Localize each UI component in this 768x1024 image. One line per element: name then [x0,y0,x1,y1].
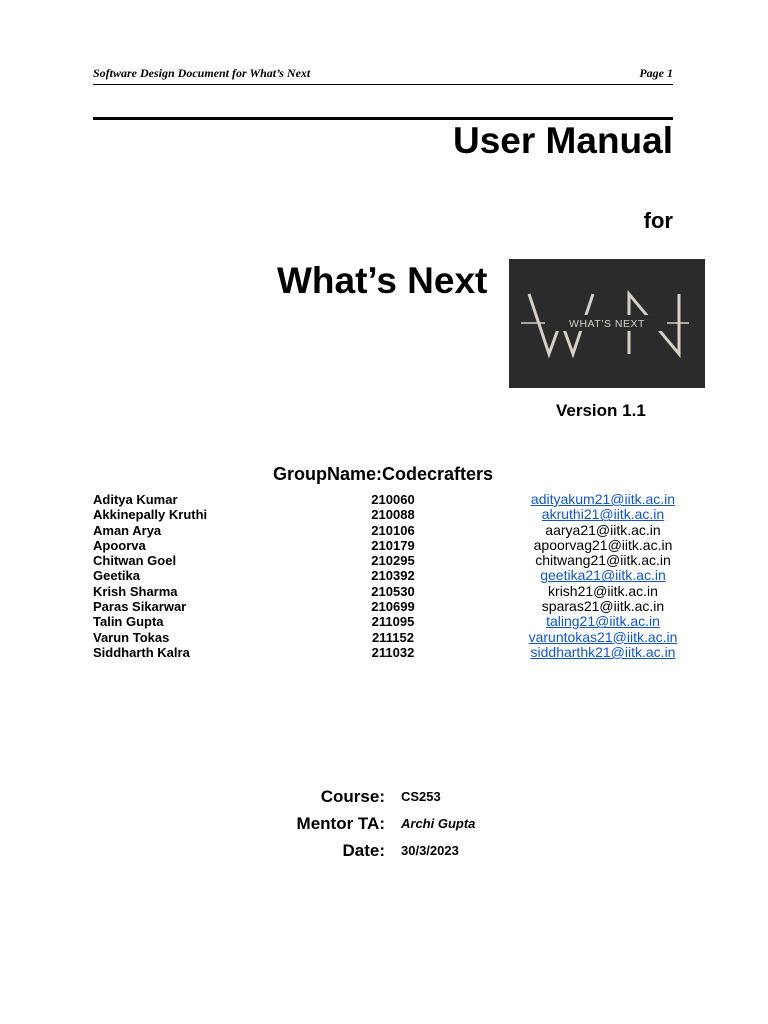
member-name: Talin Gupta [93,614,164,630]
table-row [93,584,693,599]
member-name: Paras Sikarwar [93,599,187,615]
member-email: krish21@iitk.ac.in [548,582,658,599]
member-roll: 210530 [371,583,415,599]
mentor-label: Mentor TA: [296,814,385,833]
member-email-link[interactable]: adityakum21@iitk.ac.in [530,491,676,507]
date-label: Date: [342,841,385,860]
page-title: User Manual [452,120,673,161]
table-row [93,538,693,553]
logo-text: WHAT’S NEXT [569,318,645,330]
member-email: aarya21@iitk.ac.in [545,521,661,538]
date-row [200,841,700,869]
table-row [93,645,693,660]
for-text: for [643,208,673,233]
table-row [93,568,693,583]
member-email: apoorvag21@iitk.ac.in [533,536,673,553]
member-name: Varun Tokas [93,629,170,645]
product-name: What’s Next [277,260,488,301]
member-name: Geetika [93,568,140,584]
course-label: Course: [320,787,385,806]
date-value: 30/3/2023 [401,843,459,858]
table-row [93,523,693,538]
page-number: Page 1 [639,66,673,80]
mentor-row [200,814,700,842]
course-value: CS253 [401,789,441,804]
member-email-link[interactable]: akruthi21@iitk.ac.in [541,506,665,523]
mentor-value: Archi Gupta [401,816,476,831]
table-row [93,553,693,568]
member-name: Siddharth Kalra [93,644,190,660]
member-roll: 211095 [371,614,415,630]
member-name: Apoorva [93,537,146,553]
table-row [93,492,693,507]
member-roll: 210060 [371,492,415,507]
member-roll: 210179 [371,537,415,553]
member-email-link[interactable]: taling21@iitk.ac.in [546,613,660,630]
member-roll: 210699 [371,599,415,615]
member-roll: 210088 [371,507,415,523]
table-row [93,614,693,629]
member-name: Chitwan Goel [93,553,177,569]
member-name: Aman Arya [93,522,162,538]
group-name: GroupName:Codecrafters [273,464,494,484]
member-email-link[interactable]: geetika21@iitk.ac.in [540,567,666,584]
member-roll: 211152 [372,629,414,645]
members-table [93,492,693,660]
page-header [93,66,673,85]
member-name: Akkinepally Kruthi [93,507,208,523]
member-name: Aditya Kumar [93,492,178,507]
version: Version 1.1 [556,401,646,420]
member-name: Krish Sharma [93,583,178,599]
member-email-link[interactable]: varuntokas21@iitk.ac.in [528,628,678,645]
member-roll: 210106 [371,522,415,538]
whats-next-logo [509,259,705,388]
member-email: sparas21@iitk.ac.in [541,598,665,615]
table-row [93,599,693,614]
member-email: chitwang21@iitk.ac.in [535,552,671,569]
table-row [93,630,693,645]
course-row [200,787,700,815]
member-email-link[interactable]: siddharthk21@iitk.ac.in [530,643,676,660]
member-roll: 210392 [371,568,415,584]
document-title-header: Software Design Document for What’s Next [93,66,311,80]
table-row [93,507,693,522]
member-roll: 210295 [371,553,415,569]
member-roll: 211032 [371,644,415,660]
